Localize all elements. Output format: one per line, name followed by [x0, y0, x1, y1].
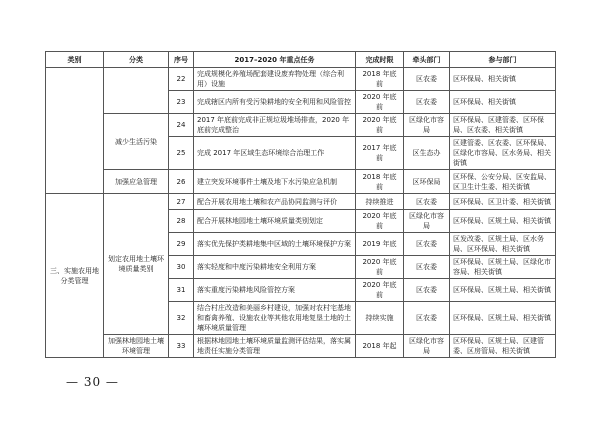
deadline-cell: 2018 年起 [356, 335, 404, 358]
seq-cell: 33 [169, 335, 194, 358]
seq-cell: 24 [169, 114, 194, 137]
subcategory-cell: 加强林地园地土壤环境管理 [104, 335, 169, 358]
subcategory-cell [104, 68, 169, 114]
page-number: — 30 — [66, 375, 119, 389]
participants-cell: 区环保局、相关街镇 [450, 91, 556, 114]
deadline-cell: 2020 年底前 [356, 256, 404, 279]
lead-cell: 区农委 [404, 302, 450, 335]
participants-cell: 区环保局、区建管委、区环保局、区农委、相关街镇 [450, 114, 556, 137]
lead-cell: 区农委 [404, 68, 450, 91]
lead-cell: 区农委 [404, 194, 450, 210]
header-subcategory: 分类 [104, 52, 169, 68]
task-cell: 配合开展农用地土壤和农产品协同监测与评价 [194, 194, 356, 210]
participants-cell: 区建管委、区农委、区环保局、区绿化市容局、区水务局、相关街镇 [450, 137, 556, 170]
participants-cell: 区发改委、区规土局、区水务局、区环保局、相关街镇 [450, 233, 556, 256]
participants-cell: 区环保局、区规土局、区建管委、区房管局、相关街镇 [450, 335, 556, 358]
seq-cell: 29 [169, 233, 194, 256]
participants-cell: 区环保局、区规土局、相关街镇 [450, 302, 556, 335]
deadline-cell: 持续推进 [356, 194, 404, 210]
table-row [46, 114, 556, 137]
header-task: 2017–2020 年重点任务 [194, 52, 356, 68]
task-cell: 完成辖区内所有受污染耕地的安全利用和风险管控 [194, 91, 356, 114]
task-cell: 落实重度污染耕地风险管控方案 [194, 279, 356, 302]
seq-cell: 22 [169, 68, 194, 91]
lead-cell: 区农委 [404, 279, 450, 302]
task-cell: 落实优先保护类耕地集中区域的土壤环境保护方案 [194, 233, 356, 256]
seq-cell: 30 [169, 256, 194, 279]
category-cell: 三、实施农用地分类管理 [46, 194, 104, 358]
seq-cell: 25 [169, 137, 194, 170]
deadline-cell: 2019 年底 [356, 233, 404, 256]
lead-cell: 区环保局 [404, 170, 450, 194]
task-table [45, 51, 556, 358]
deadline-cell: 2020 年底前 [356, 114, 404, 137]
table-row [46, 170, 556, 194]
header-lead: 牵头部门 [404, 52, 450, 68]
task-cell: 落实轻度和中度污染耕地安全利用方案 [194, 256, 356, 279]
participants-cell: 区环保局、区卫计委、相关街镇 [450, 194, 556, 210]
subcategory-cell: 加强应急管理 [104, 170, 169, 194]
header-category: 类别 [46, 52, 104, 68]
seq-cell: 28 [169, 210, 194, 233]
seq-cell: 27 [169, 194, 194, 210]
deadline-cell: 2018 年底前 [356, 68, 404, 91]
seq-cell: 31 [169, 279, 194, 302]
deadline-cell: 持续实施 [356, 302, 404, 335]
deadline-cell: 2020 年底前 [356, 91, 404, 114]
lead-cell: 区绿化市容局 [404, 335, 450, 358]
task-cell: 完成 2017 年区域生态环境综合治理工作 [194, 137, 356, 170]
lead-cell: 区农委 [404, 233, 450, 256]
subcategory-cell: 减少生活污染 [104, 114, 169, 170]
participants-cell: 区环保局、区规土局、相关街镇 [450, 279, 556, 302]
deadline-cell: 2020 年底前 [356, 210, 404, 233]
lead-cell: 区农委 [404, 91, 450, 114]
task-cell: 结合村庄改造和美丽乡村建设，加强对农村宅基地和畜禽养殖、设施农业等其他农用地复垦土地的土壤环境质量管理 [194, 302, 356, 335]
participants-cell: 区环保、公安分局、区安监局、区卫生计生委、相关街镇 [450, 170, 556, 194]
seq-cell: 26 [169, 170, 194, 194]
category-cell [46, 68, 104, 194]
task-cell: 建立突发环境事件土壤及地下水污染应急机制 [194, 170, 356, 194]
participants-cell: 区环保局、区规土局、区绿化市容局、相关街镇 [450, 256, 556, 279]
seq-cell: 23 [169, 91, 194, 114]
table-row [46, 68, 556, 91]
deadline-cell: 2017 年底前 [356, 137, 404, 170]
table-header-row [46, 52, 556, 68]
lead-cell: 区绿化市容局 [404, 114, 450, 137]
header-seq: 序号 [169, 52, 194, 68]
lead-cell: 区农委 [404, 256, 450, 279]
participants-cell: 区环保局、区规土局、相关街镇 [450, 210, 556, 233]
deadline-cell: 2018 年底前 [356, 170, 404, 194]
table-row [46, 194, 556, 210]
subcategory-cell: 划定农用地土壤环境质量类别 [104, 194, 169, 335]
lead-cell: 区绿化市容局 [404, 210, 450, 233]
header-deadline: 完成时限 [356, 52, 404, 68]
lead-cell: 区生态办 [404, 137, 450, 170]
task-cell: 配合开展林地园地土壤环境质量类别划定 [194, 210, 356, 233]
seq-cell: 32 [169, 302, 194, 335]
participants-cell: 区环保局、相关街镇 [450, 68, 556, 91]
task-cell: 2017 年底前完成非正规垃圾堆场排查，2020 年底前完成整治 [194, 114, 356, 137]
deadline-cell: 2020 年底前 [356, 279, 404, 302]
task-cell: 根据林地园地土壤环境质量监测评估结果，落实属地责任实施分类管理 [194, 335, 356, 358]
header-participants: 参与部门 [450, 52, 556, 68]
task-cell: 完成规模化养殖场配套建设废弃物处理（综合利用）设施 [194, 68, 356, 91]
table-row [46, 335, 556, 358]
